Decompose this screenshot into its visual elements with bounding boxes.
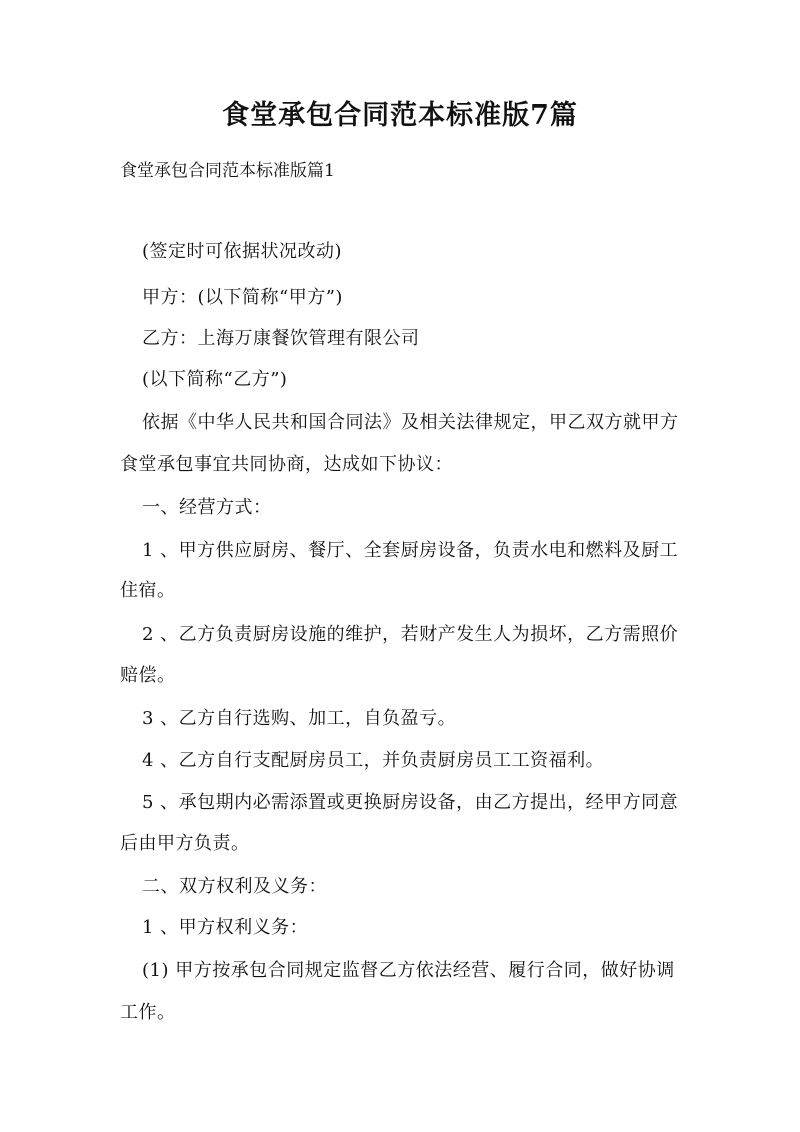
paragraph-line: 二、双方权利及义务：: [142, 876, 327, 897]
paragraph-line: (1) 甲方按承包合同规定监督乙方依法经营、履行合同，做好协调: [142, 960, 675, 981]
paragraph-line: 1 、甲方供应厨房、餐厅、全套厨房设备，负责水电和燃料及厨工: [142, 540, 679, 561]
section-heading: 食堂承包合同范本标准版篇1: [120, 161, 335, 181]
document-title: 食堂承包合同范本标准版7篇: [222, 100, 578, 131]
paragraph-line: 食堂承包事宜共同协商，达成如下协议：: [120, 454, 453, 475]
paragraph-line: 赔偿。: [120, 665, 176, 686]
paragraph-line: 一、经营方式：: [142, 497, 272, 518]
paragraph-line: 3 、乙方自行选购、加工，自负盈亏。: [142, 708, 457, 729]
paragraph-line: 后由甲方负责。: [120, 833, 250, 854]
paragraph-line: 1 、甲方权利义务：: [142, 917, 309, 938]
paragraph-line: 乙方：上海万康餐饮管理有限公司: [142, 328, 420, 349]
paragraph-line: 4 、乙方自行支配厨房员工，并负责厨房员工工资福利。: [142, 750, 605, 771]
paragraph-line: 住宿。: [120, 580, 176, 601]
paragraph-line: 甲方：(以下简称“甲方”): [142, 287, 343, 308]
paragraph-line: (签定时可依据状况改动): [142, 241, 343, 262]
paragraph-line: (以下简称“乙方”): [142, 369, 288, 390]
paragraph-line: 5 、承包期内必需添置或更换厨房设备，由乙方提出，经甲方同意: [142, 792, 679, 813]
paragraph-line: 2 、乙方负责厨房设施的维护，若财产发生人为损坏，乙方需照价: [142, 624, 679, 645]
paragraph-line: 依据《中华人民共和国合同法》及相关法律规定，甲乙双方就甲方: [142, 412, 679, 433]
paragraph-line: 工作。: [120, 1002, 176, 1023]
